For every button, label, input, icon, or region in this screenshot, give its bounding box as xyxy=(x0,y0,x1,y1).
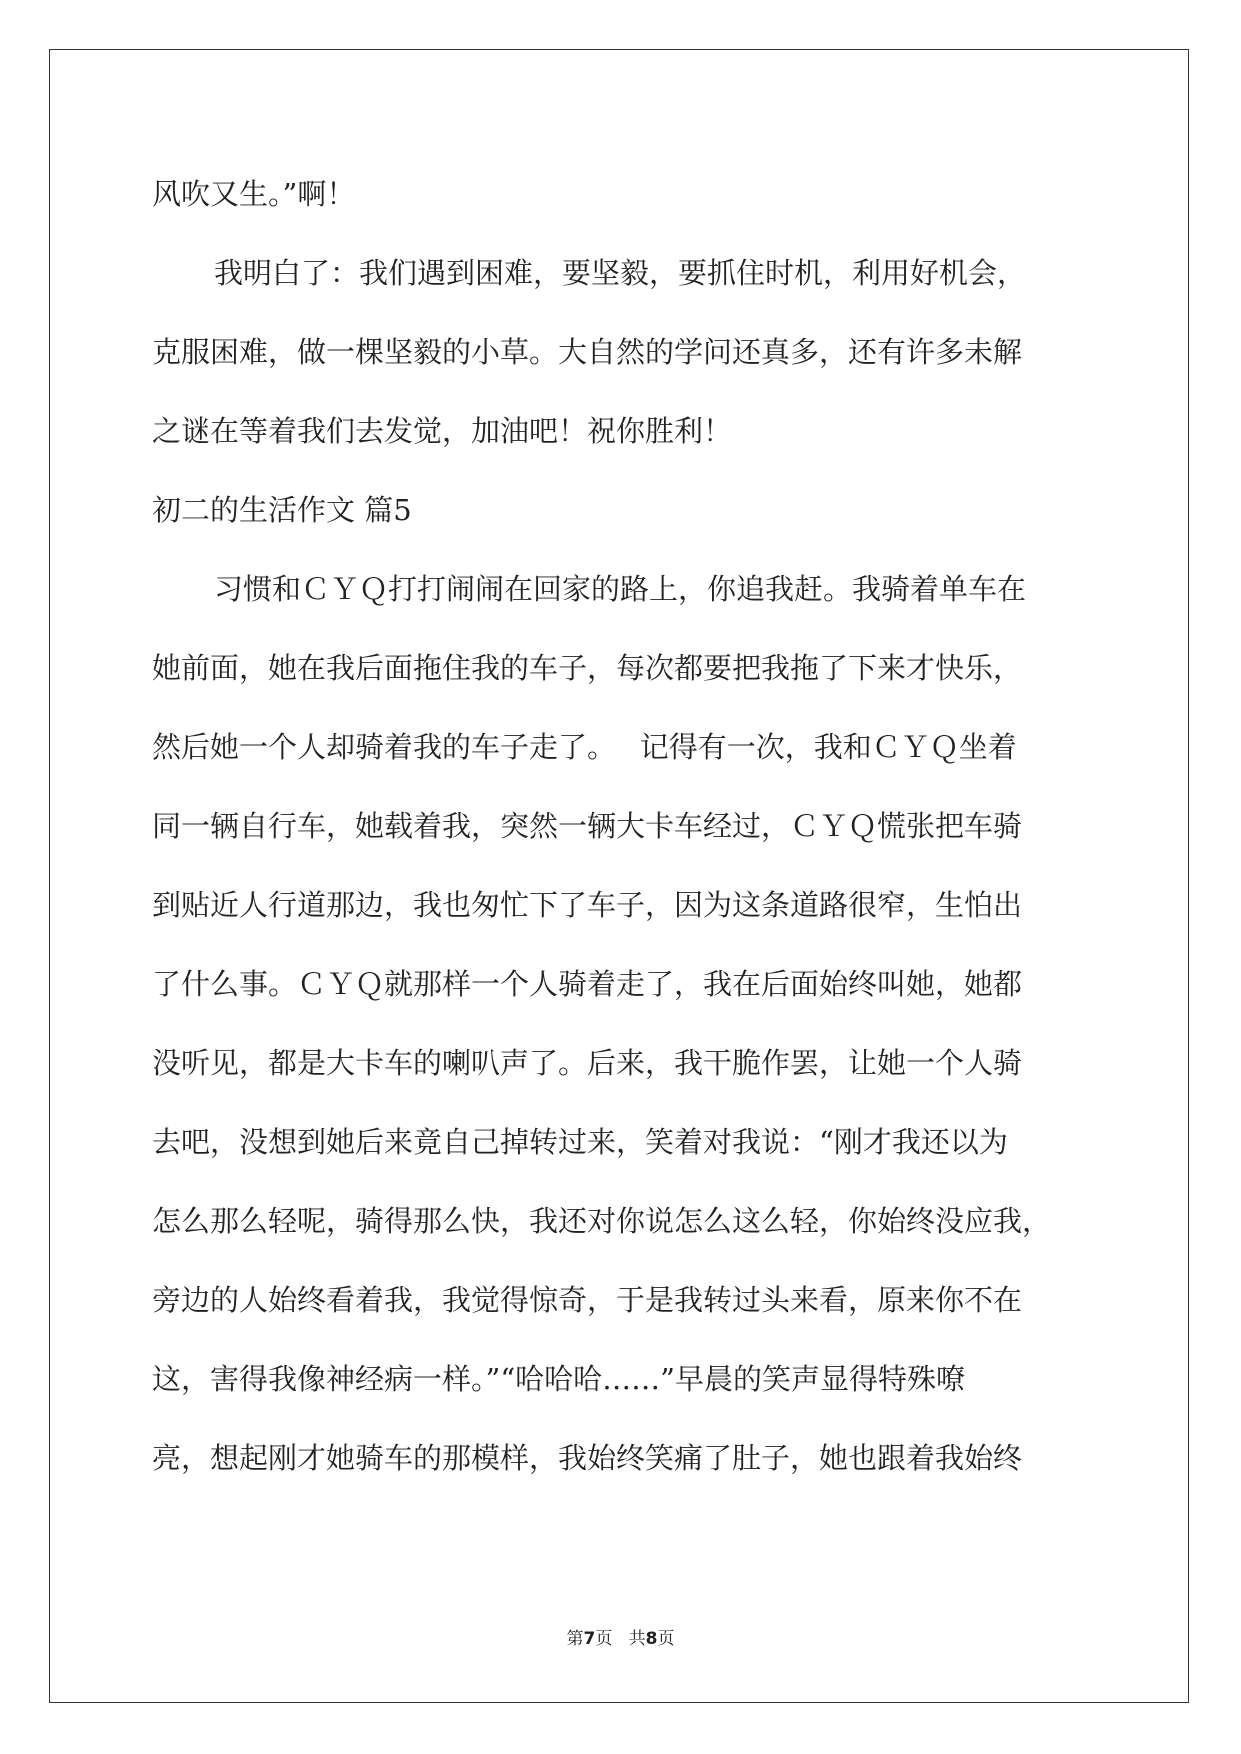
text-line: 风吹又生。”啊！ xyxy=(152,177,356,211)
text-line: 这，害得我像神经病一样。”“哈哈哈……”早晨的笑声显得特殊嘹 xyxy=(152,1362,965,1396)
text-line: 习惯和ＣＹＱ打打闹闹在回家的路上，你追我赶。我骑着单车在 xyxy=(214,572,1027,606)
page-footer xyxy=(0,1624,1241,1649)
text-line: 然后她一个人却骑着我的车子走了。 记得有一次，我和ＣＹＱ坐着 xyxy=(152,730,1017,764)
text-line: 同一辆自行车，她载着我，突然一辆大卡车经过，ＣＹＱ慌张把车骑 xyxy=(152,809,1023,843)
page-total: 8 xyxy=(645,1629,658,1649)
page-prefix: 第 xyxy=(566,1629,584,1649)
text-line: 怎么那么轻呢，骑得那么快，我还对你说怎么这么轻，你始终没应我， xyxy=(152,1204,1052,1238)
total-prefix: 共 xyxy=(628,1629,646,1649)
text-line: 到贴近人行道那边，我也匆忙下了车子，因为这条道路很窄，生怕出 xyxy=(152,888,1023,922)
text-line: 了什么事。ＣＹＱ就那样一个人骑着走了，我在后面始终叫她，她都 xyxy=(152,967,1023,1001)
text-line: 克服困难，做一棵坚毅的小草。大自然的学问还真多，还有许多未解 xyxy=(152,335,1023,369)
text-line: 旁边的人始终看着我，我觉得惊奇，于是我转过头来看，原来你不在 xyxy=(152,1283,1023,1317)
text-line: 我明白了：我们遇到困难，要坚毅，要抓住时机，利用好机会， xyxy=(214,256,1027,290)
page-current: 7 xyxy=(583,1629,596,1649)
text-line: 亮，想起刚才她骑车的那模样，我始终笑痛了肚子，她也跟着我始终 xyxy=(152,1441,1023,1475)
total-suffix: 页 xyxy=(657,1629,675,1649)
text-line: 之谜在等着我们去发觉，加油吧！祝你胜利！ xyxy=(152,414,733,448)
text-line: 去吧，没想到她后来竟自己掉转过来，笑着对我说：“刚才我还以为 xyxy=(152,1125,1008,1159)
page-suffix: 页 xyxy=(595,1629,613,1649)
text-line: 没听见，都是大卡车的喇叭声了。后来，我干脆作罢，让她一个人骑 xyxy=(152,1046,1023,1080)
text-line: 她前面，她在我后面拖住我的车子，每次都要把我拖了下来才快乐， xyxy=(152,651,1023,685)
section-heading: 初二的生活作文 篇5 xyxy=(152,493,412,527)
